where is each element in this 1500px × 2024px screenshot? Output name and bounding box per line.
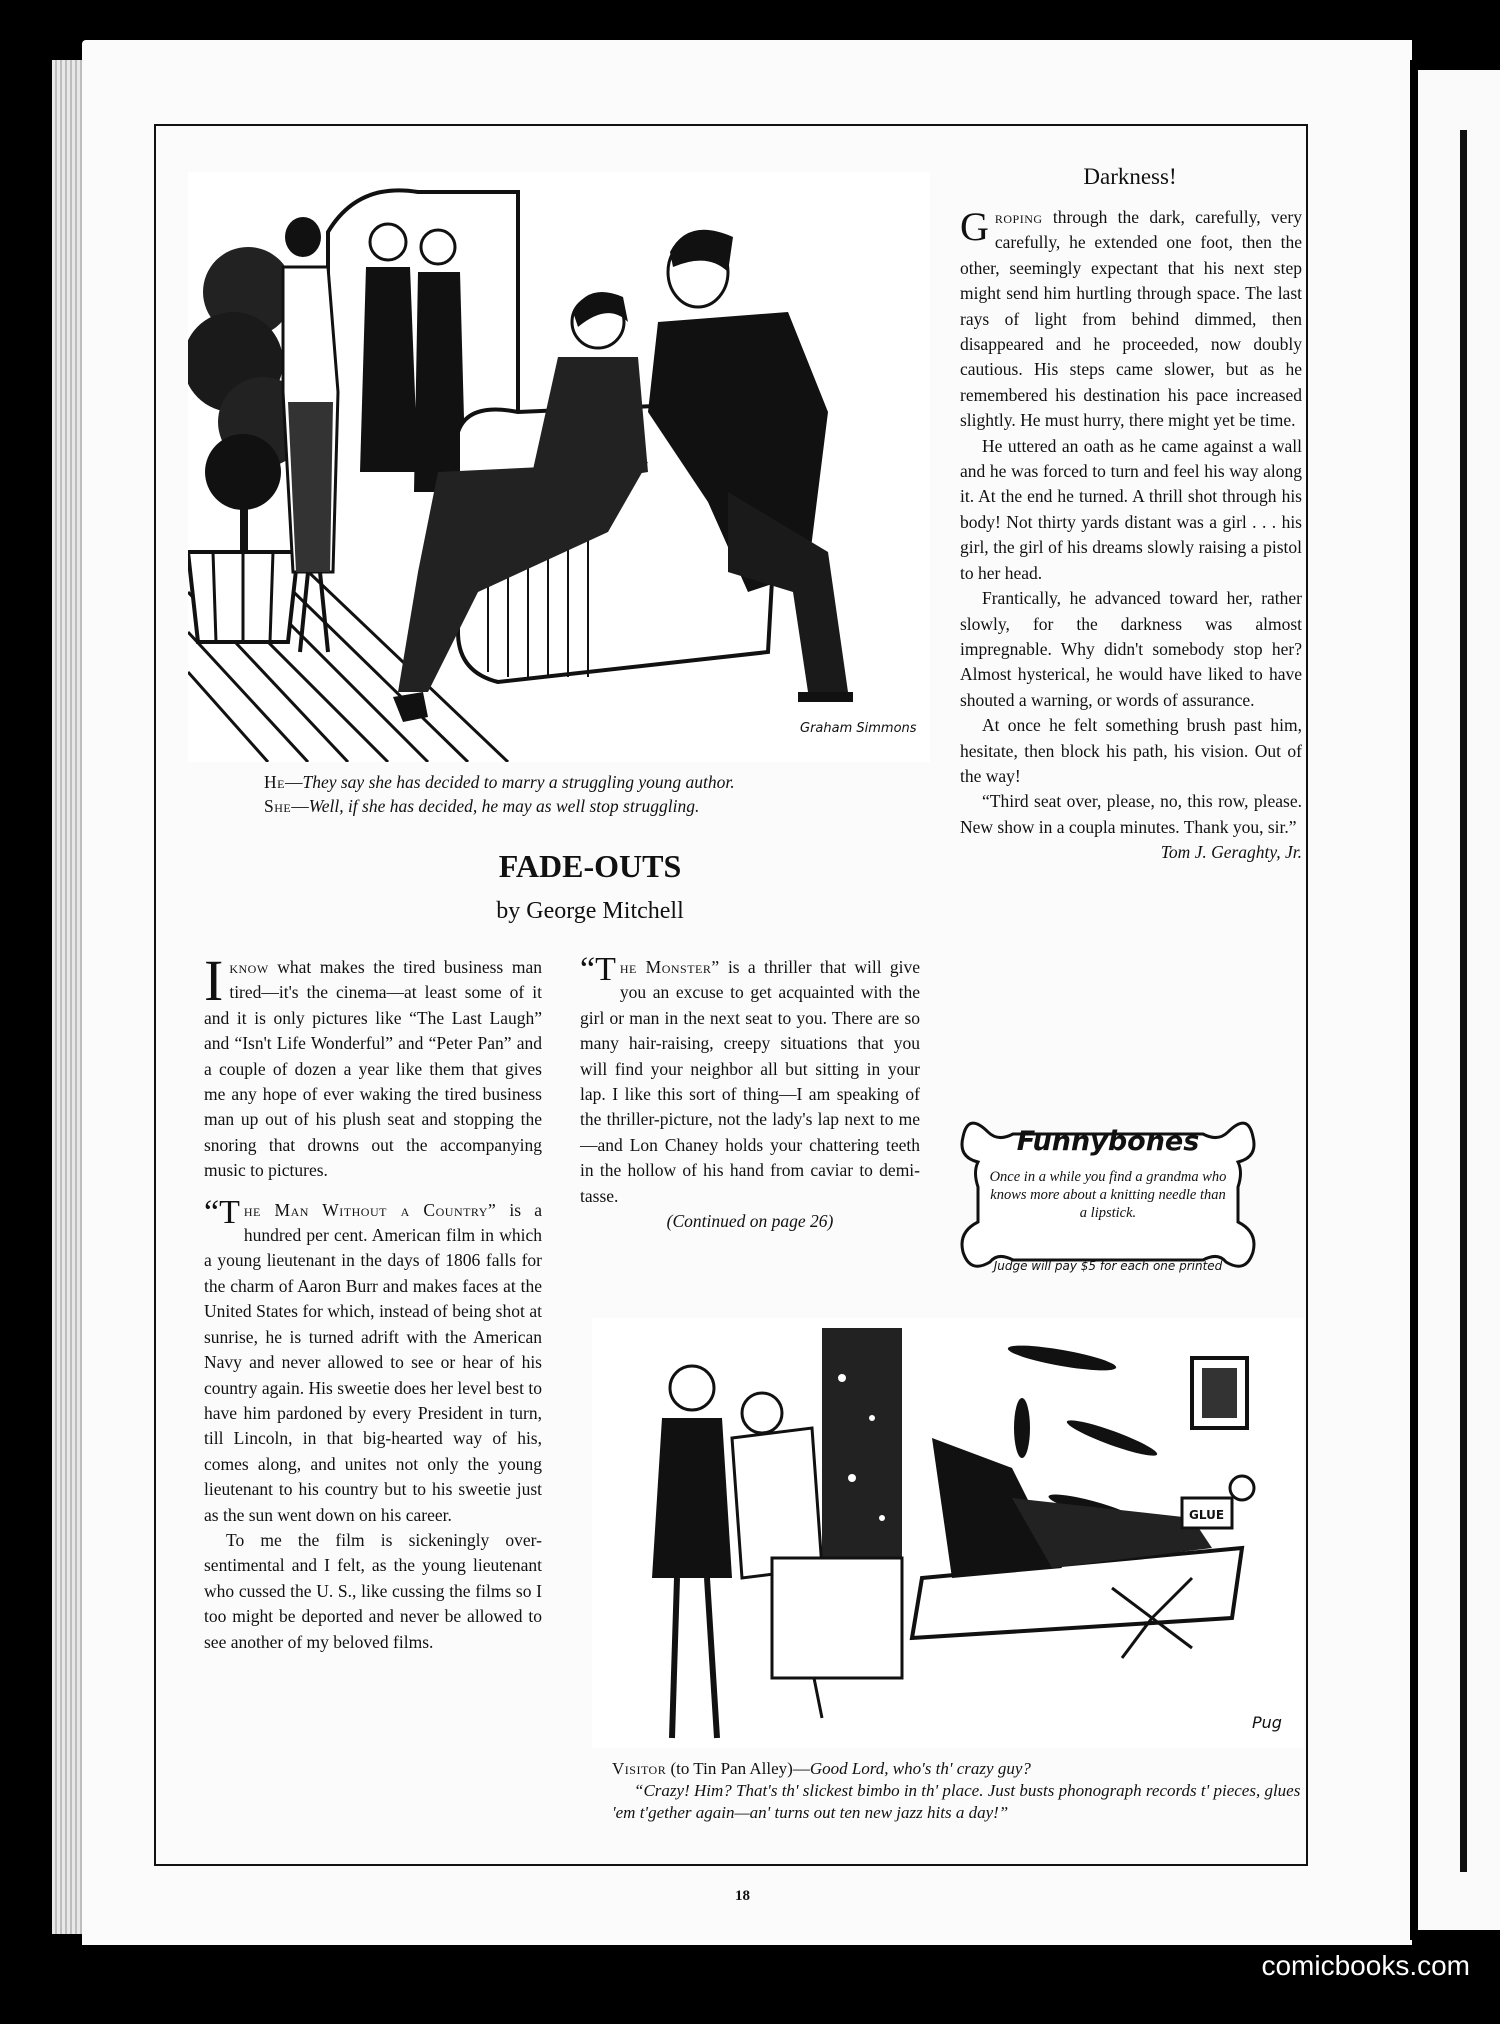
book-gutter bbox=[1410, 60, 1418, 1940]
caption2-line1 bbox=[612, 1758, 1302, 1780]
darkness-paragraph-4: At once he felt something brush past him, hesitate, then block his path, his vision. Out of the way! bbox=[960, 715, 1302, 786]
article-title: FADE-OUTS bbox=[498, 848, 682, 884]
funnybones-joke: Once in a while you find a grandma who knows more about a knitting needle than a lipstick. bbox=[989, 1169, 1227, 1221]
paragraph-text: what makes the tired business man tired—it's the cinema—at least some of it and it is only pictures like “The Last Laugh” and “Isn't Life Wonderful” and “Peter Pan” and a couple of dozen a year like them that gives me any hope of ever waking the tired business man up out of his plush seat and stopping the snoring that drowns out the accompanying music to pictures. bbox=[204, 957, 542, 1181]
page-number: 18 bbox=[735, 1888, 750, 1904]
caption-line-she: She—Well, if she has decided, he may as well stop struggling. bbox=[264, 796, 700, 816]
reply-line: “Crazy! Him? That's th' slickest bimbo in th' place. Just busts phonograph records t' pieces, glues 'em t'gether again—an' turns out ten new jazz hits a day!” bbox=[612, 1781, 1301, 1822]
he-line: They say she has decided to marry a struggling young author. bbox=[302, 772, 735, 792]
article-byline: by George Mitchell bbox=[496, 898, 684, 924]
artist-signature: Pug bbox=[1252, 1713, 1282, 1732]
speaker-she: She bbox=[264, 796, 292, 816]
cartoon2-caption bbox=[612, 1758, 1302, 1824]
artist-signature: Graham Simmons bbox=[800, 721, 917, 736]
cartoon-tin-pan-alley bbox=[592, 1318, 1304, 1748]
site-watermark: comicbooks.com bbox=[1261, 1950, 1470, 1981]
tin-pan-alley-drawing bbox=[592, 1318, 1304, 1748]
visitor-line: Good Lord, who's th' crazy guy? bbox=[809, 1759, 1031, 1778]
cartoon1-caption bbox=[264, 770, 884, 818]
glue-sign: GLUE bbox=[1189, 1508, 1225, 1522]
darkness-paragraph-1 bbox=[960, 205, 1302, 434]
funnybones-title: Funnybones bbox=[1016, 1126, 1200, 1157]
speaker-he: He bbox=[264, 772, 285, 792]
paragraph-text: through the dark, carefully, very carefully, he extended one foot, then the other, seemingly expectant that his next step might send him hurtling through space. The last rays of light from behind dimmed, then disappeared and he proceeded, now doubly cautious. His steps came slower, but as he remembered his destination his pace increased slightly. He must hurry, there might yet be time. bbox=[960, 207, 1302, 431]
darkness-story bbox=[960, 205, 1302, 866]
lead-word: roping bbox=[994, 207, 1043, 227]
darkness-author: Tom J. Geraghty, Jr. bbox=[1160, 842, 1302, 863]
paragraph-text: is a thriller that will give you an excuse to get acquainted with the girl or man in the next seat to you. There are so many hair-raising, creepy situations that you will find your neighbor all but sitting in your lap. I like this sort of thing—I am speaking of the thriller-picture, not the lady's lap next to me—and Lon Chaney holds your chattering teeth in the hollow of his hand from caviar to demi-tasse. bbox=[580, 957, 921, 1206]
film-title: he Man Without a Country” bbox=[243, 1199, 497, 1220]
column1-paragraph-3: To me the film is sickeningly over-sentimental and I felt, as the young lieutenant who cussed the U. S., like cussing the films so I too might be deported and never be allowed to see another of my beloved films. bbox=[204, 1529, 542, 1652]
column1-paragraph-2 bbox=[204, 1193, 542, 1528]
caption-context: (to Tin Pan Alley)— bbox=[670, 1759, 810, 1778]
facing-page bbox=[1418, 70, 1500, 1930]
darkness-paragraph-3: Frantically, he advanced toward her, rather slowly, for the darkness was almost impregnable. Why didn't somebody stop her? Almost hysterical, he would have liked to have shouted a warning, or words of assurance. bbox=[960, 588, 1302, 710]
lead-word: know bbox=[229, 957, 269, 977]
she-line: Well, if she has decided, he may as well stop struggling. bbox=[308, 796, 700, 816]
article-column-1 bbox=[204, 948, 542, 1655]
funnybones-box bbox=[958, 1112, 1258, 1277]
caption-line-he: He—They say she has decided to marry a struggling young author. bbox=[264, 772, 735, 792]
darkness-paragraph-2: He uttered an oath as he came against a wall and he was forced to turn and feel his way along it. At the end he turned. A thrill shot through his body! Not thirty yards distant was a girl . . . his girl, the girl of his dreams slowly raising a pistol to her head. bbox=[960, 435, 1302, 583]
paragraph-text: is a hundred per cent. American film in which a young lieutenant in the days of 1806 falls for the charm of Aaron Burr and makes faces at the United States for which, instead of being shot at sunrise, he is turned adrift with the American Navy and never allowed to see or hear of his country again. His sweetie does her level best to have him pardoned by every President in turn, till Lincoln, in that big-hearted way of his, comes along, and unites not only the young lieutenant to his country but to his sweetie just as the sun went down on his career. bbox=[204, 1199, 542, 1525]
dropcap-i: I bbox=[204, 948, 224, 1013]
funnybones-footer: Judge will pay $5 for each one printed bbox=[993, 1259, 1223, 1273]
darkness-title: Darkness! bbox=[1083, 164, 1177, 189]
continued-notice: (Continued on page 26) bbox=[666, 1211, 834, 1232]
open-quote-t: “T bbox=[204, 1193, 240, 1231]
article-column-2 bbox=[580, 951, 921, 1234]
open-quote-t: “T bbox=[580, 951, 616, 988]
darkness-paragraph-5: “Third seat over, please, no, this row, please. New show in a coupla minutes. Thank you, sir.” bbox=[960, 791, 1302, 837]
speaker-visitor: Visitor bbox=[612, 1759, 667, 1778]
cartoon-party-illustration bbox=[188, 172, 930, 762]
dropcap-g: G bbox=[960, 204, 989, 249]
facing-page-border bbox=[1460, 130, 1467, 1872]
caption2-line2 bbox=[612, 1780, 1302, 1824]
party-drawing bbox=[188, 172, 930, 762]
film-title: he Monster” bbox=[619, 957, 720, 977]
column1-paragraph-1 bbox=[204, 948, 542, 1184]
column2-paragraph-1 bbox=[580, 951, 921, 1209]
